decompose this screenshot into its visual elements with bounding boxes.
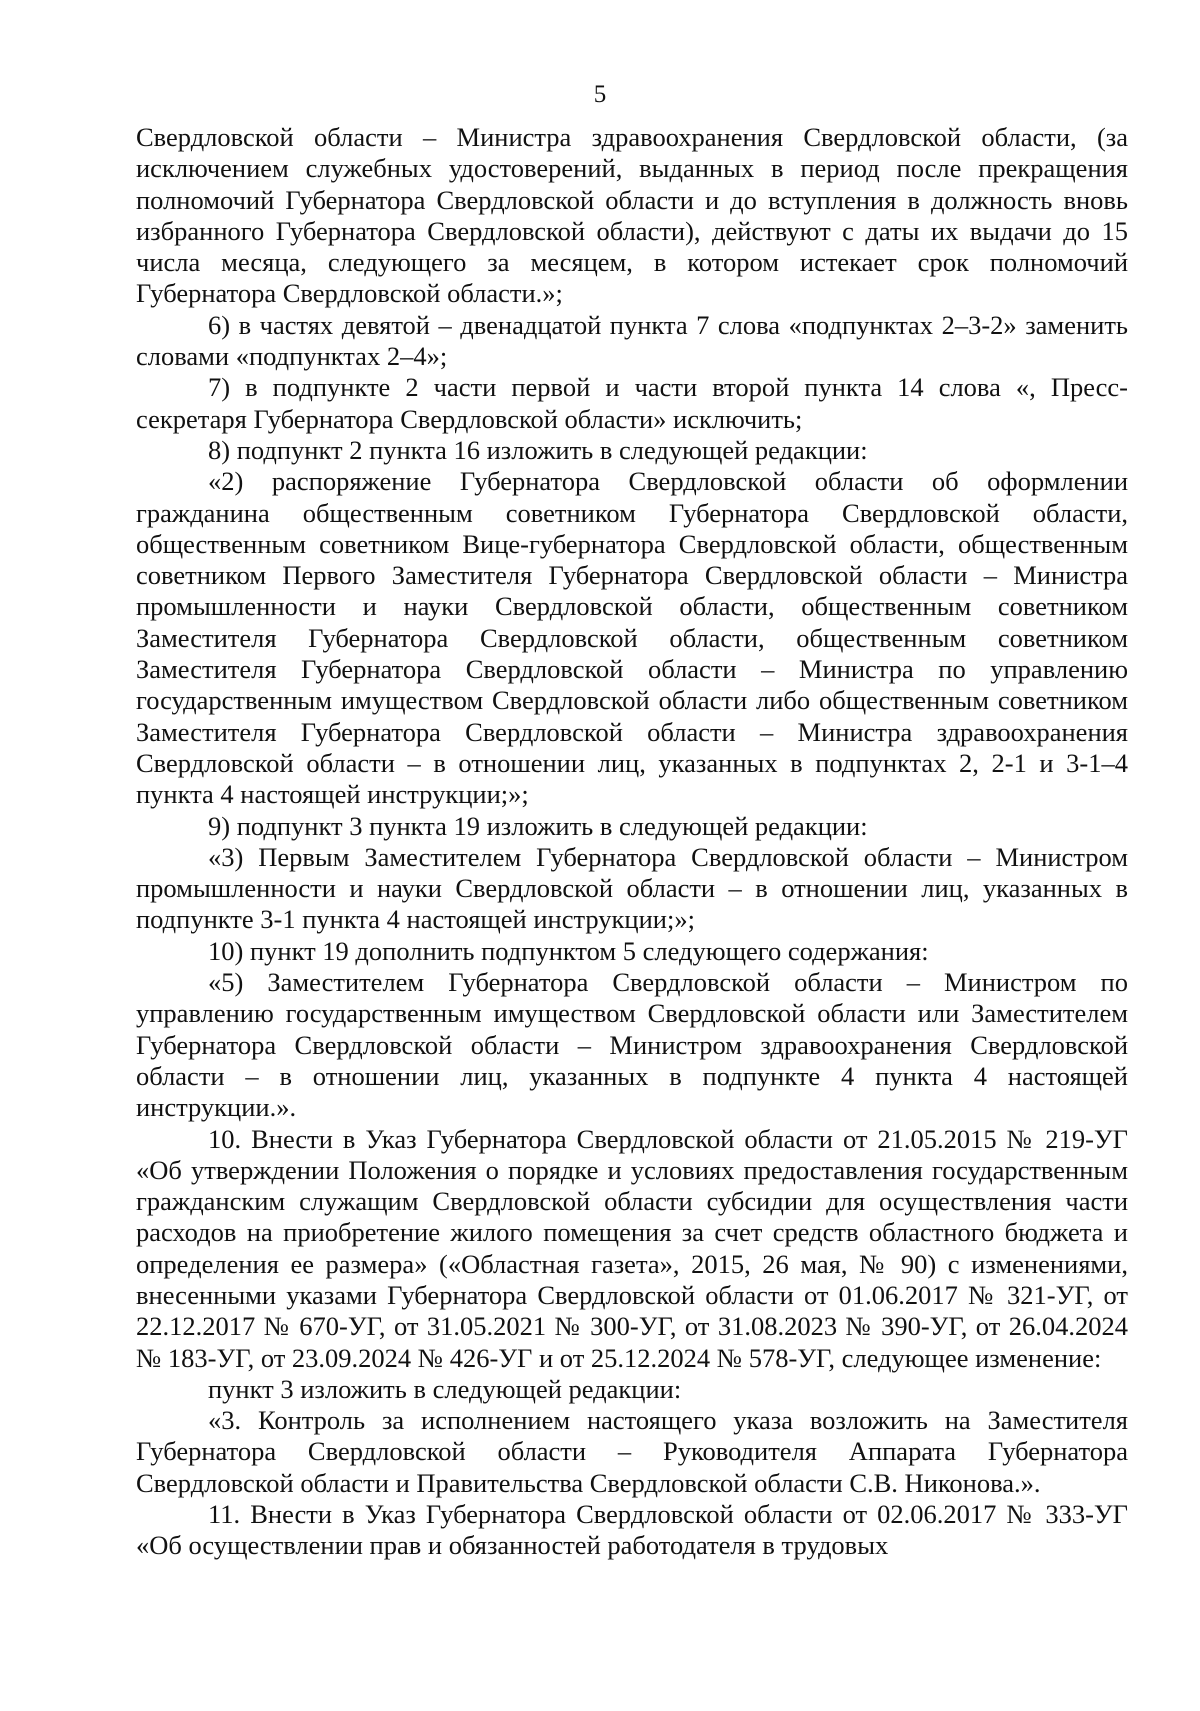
paragraph: Свердловской области – Министра здравоохранения Свердловской области, (за исключением служебных удостоверений, выданных в период после прекращения полномочий Губернатора Свердловской области и до вступления в должность вновь избранного Губернатора Свердловской области), действуют с даты их выдачи до 15 числа месяца, следующего за месяцем, в котором истекает срок полномочий Губернатора Свердловской области.»; [136, 122, 1128, 309]
paragraph: 9) подпункт 3 пункта 19 изложить в следующей редакции: [208, 810, 868, 841]
document-body [136, 122, 1128, 1562]
paragraph: 11. Внести в Указ Губернатора Свердловской области от 02.06.2017 № 333-УГ «Об осуществлении прав и обязанностей работодателя в трудовых [136, 1499, 1128, 1561]
paragraph: «5) Заместителем Губернатора Свердловской области – Министром по управлению государственным имуществом Свердловской области или Заместителем Губернатора Свердловской области – Министром здравоохранения Свердловской области – в отношении лиц, указанных в подпункте 4 пункта 4 настоящей инструкции.». [136, 967, 1128, 1123]
paragraph: 7) в подпункте 2 части первой и части второй пункта 14 слова «, Пресс-секретаря Губернатора Свердловской области» исключить; [136, 372, 1128, 434]
paragraph: «3. Контроль за исполнением настоящего указа возложить на Заместителя Губернатора Свердловской области – Руководителя Аппарата Губернатора Свердловской области и Правительства Свердловской области С.В. Никонова.». [136, 1405, 1128, 1498]
page-number: 5 [593, 81, 607, 108]
paragraph: «3) Первым Заместителем Губернатора Свердловской области – Министром промышленности и науки Свердловской области – в отношении лиц, указанных в подпункте 3-1 пункта 4 настоящей инструкции;»; [136, 841, 1128, 935]
paragraph: 6) в частях девятой – двенадцатой пункта 7 слова «подпунктах 2–3-2» заменить словами «подпунктах 2–4»; [136, 309, 1128, 372]
paragraph: 8) подпункт 2 пункта 16 изложить в следующей редакции: [208, 434, 868, 465]
paragraph: «2) распоряжение Губернатора Свердловской области об оформлении гражданина общественным советником Губернатора Свердловской области, общественным советником Вице-губернатора Свердловской области, общественным советником Первого Заместителя Губернатора Свердловской области – Министра промышленности и науки Свердловской области, общественным советником Заместителя Губернатора Свердловской области, общественным советником Заместителя Губернатора Свердловской области – Министра по управлению государственным имуществом Свердловской области либо общественным советником Заместителя Губернатора Свердловской области – Министра здравоохранения Свердловской области – в отношении лиц, указанных в подпунктах 2, 2-1 и 3-1–4 пункта 4 настоящей инструкции;»; [136, 466, 1128, 810]
paragraph: пункт 3 изложить в следующей редакции: [208, 1373, 682, 1404]
paragraph: 10) пункт 19 дополнить подпунктом 5 следующего содержания: [208, 935, 929, 966]
paragraph: 10. Внести в Указ Губернатора Свердловской области от 21.05.2015 № 219-УГ «Об утверждении Положения о порядке и условиях предоставления государственным гражданским служащим Свердловской области субсидии для осуществления части расходов на приобретение жилого помещения за счет средств областного бюджета и определения ее размера» («Областная газета», 2015, 26 мая, № 90) с изменениями, внесенными указами Губернатора Свердловской области от 01.06.2017 № 321-УГ, от 22.12.2017 № 670-УГ, от 31.05.2021 № 300-УГ, от 31.08.2023 № 390-УГ, от 26.04.2024 № 183-УГ, от 23.09.2024 № 426-УГ и от 25.12.2024 № 578-УГ, следующее изменение: [136, 1123, 1128, 1373]
